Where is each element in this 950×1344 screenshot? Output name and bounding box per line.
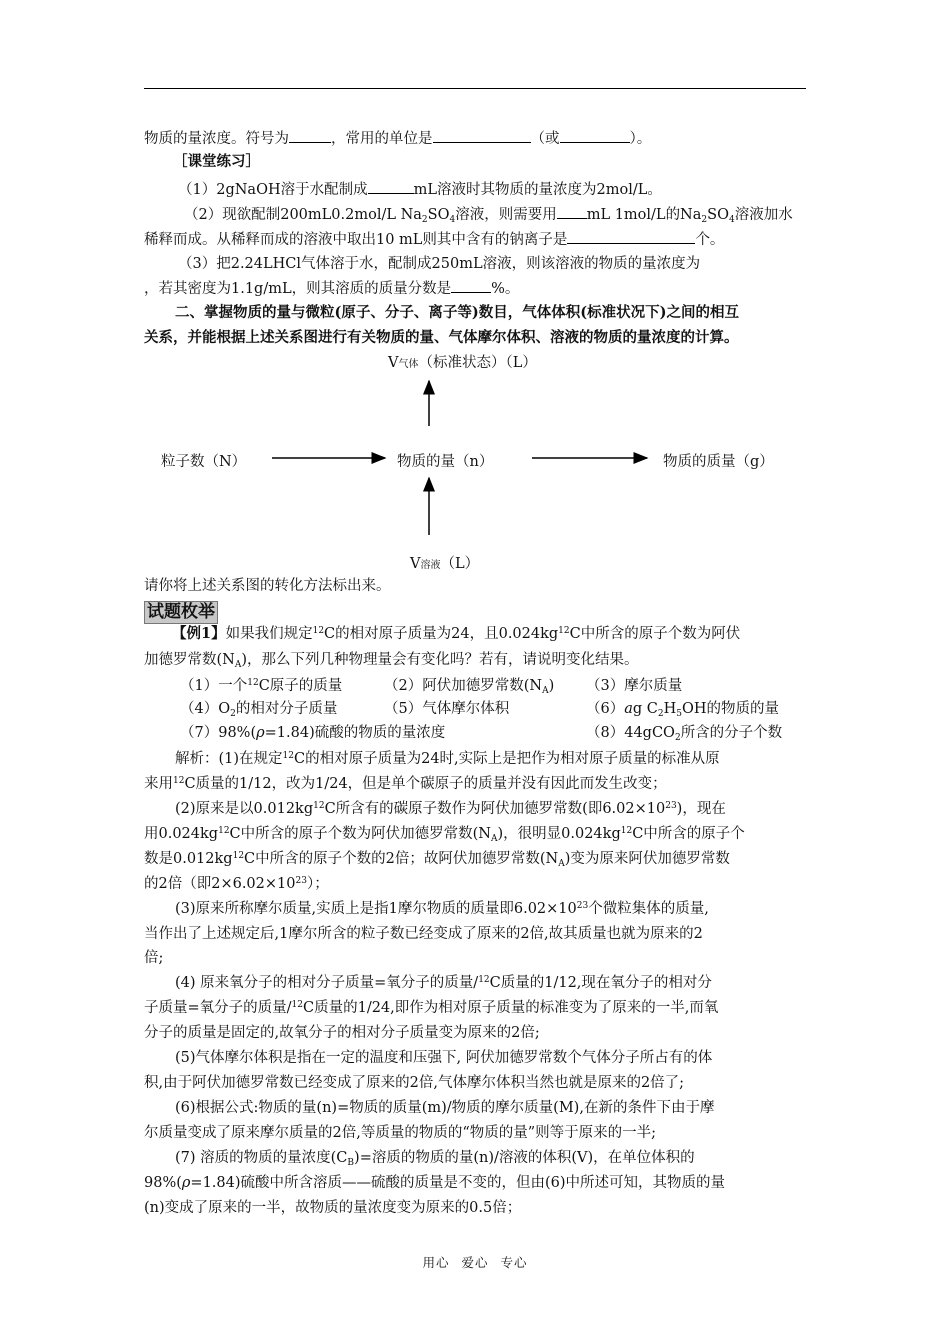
question-3-line1: （3）把2.24LHCl气体溶于水，配制成250mL溶液，则该溶液的物质的量浓度为	[178, 256, 701, 272]
option-8: （8）44gCO$_2$所含的分子个数	[586, 725, 783, 743]
node-particles: 粒子数（N）	[161, 454, 247, 470]
practice-title: ［课堂练习］	[173, 153, 260, 170]
analysis-2-line2: 用$0.024kg^{12}C$中所含的原子个数为阿伏加德罗常数$(N_A)$，很明显$0.024kg^{12}C$中所含的原子个	[144, 826, 745, 844]
analysis-6-line1: (6)根据公式:物质的量(n)=物质的质量(m)/物质的摩尔质量(M),在新的条件下由于摩	[175, 1100, 715, 1116]
example-line1: 【例1】如果我们规定$^{12}$C的相对原子质量为24，且$0.024kg^{12}C$中所含的原子个数为阿伏	[172, 625, 741, 642]
analysis-2-line3: 数是$0.012kg^{12}C$中所含的原子个数的2倍；故阿伏加德罗常数$(N_A)$变为原来阿伏加德罗常数	[144, 851, 730, 869]
node-mass: 物质的质量（g）	[663, 454, 774, 470]
analysis-5-line2: 积,由于阿伏加德罗常数已经变成了原来的2倍,气体摩尔体积当然也就是原来的2倍了;	[144, 1075, 685, 1091]
option-2: （2）阿伏加德罗常数$(N_A)$	[384, 678, 555, 696]
analysis-7-line1: (7) 溶质的物质的量浓度$(C_B)=$溶质的物质的量(n)/溶液的体积(V)，在单位体积的	[175, 1150, 695, 1168]
diagram-instruction: 请你将上述关系图的转化方法标出来。	[144, 578, 391, 594]
question-3-line2: ，若其密度为1.1g/mL，则其溶质的质量分数是 %。	[144, 278, 806, 299]
analysis-5-line1: (5)气体摩尔体积是指在一定的温度和压强下, 阿伏加德罗常数个气体分子所占有的体	[175, 1050, 713, 1066]
analysis-4-line1: (4) 原来氧分子的相对分子质量=氧分子的质量/$^{12}$C质量的1/12,现在氧分子的相对分	[175, 975, 712, 991]
option-7: （7）98%(ρ=1.84)硫酸的物质的量浓度	[180, 725, 446, 741]
analysis-7-line2: 98%(ρ=1.84)硫酸中所含溶质——硫酸的质量是不变的，但由(6)中所述可知，其物质的量	[144, 1175, 726, 1191]
section-heading: 试题枚举	[144, 601, 218, 624]
analysis-3-line2: 当作出了上述规定后,1摩尔所含的粒子数已经变成了原来的2倍,故其质量也就为原来的2	[144, 926, 703, 942]
example-line2: 加德罗常数$(N_A)$，那么下列几种物理量会有变化吗？若有，请说明变化结果。	[144, 652, 639, 670]
question-1: （1）2gNaOH溶于水配制成 mL溶液时其物质的量浓度为2mol/L。	[178, 179, 806, 200]
analysis-3-line1: (3)原来所称摩尔质量,实质上是指1摩尔物质的质量即$6.02\times 10^{23}$个微粒集体的质量,	[175, 901, 709, 917]
analysis-4-line2: 子质量=氧分子的质量/$^{12}$C质量的1/24,即作为相对原子质量的标准变为了原来的一半,而氧	[144, 1000, 719, 1016]
option-4: $(4)O_2$的相对分子质量	[180, 701, 338, 719]
analysis-2-line1: (2)原来是以$0.012kg^{12}C$所含有的碳原子数作为阿伏加德罗常数(即$6.02\times 10^{23}$)，现在	[175, 801, 726, 817]
option-1: （1）一个$^{12}$C原子的质量	[180, 678, 343, 694]
page-footer: 用心 爱心 专心	[422, 1255, 528, 1270]
option-5: （5）气体摩尔体积	[384, 701, 510, 717]
section-2-line2: 关系，并能根据上述关系图进行有关物质的量、气体摩尔体积、溶液的物质的量浓度的计算。	[144, 329, 739, 346]
intro-line: 物质的量浓度。符号为 ，常用的单位是 （或 ）。	[144, 128, 806, 149]
analysis-7-line3: (n)变成了原来的一半，故物质的量浓度变为原来的0.5倍；	[144, 1200, 522, 1216]
analysis-1-line1: 解析：(1)在规定$^{12}$C的相对原子质量为24时,实际上是把作为相对原子质量的标准从原	[175, 751, 720, 767]
option-6: （6）ag $C_2H_5OH$的物质的量	[586, 701, 780, 719]
analysis-4-line3: 分子的质量是固定的,故氧分子的相对分子质量变为原来的2倍;	[144, 1025, 540, 1041]
analysis-2-line4: 的2倍（即$2\times 6.02\times 10^{23}$）；	[144, 876, 329, 892]
node-amount: 物质的量（n）	[397, 454, 494, 470]
question-2-line2: 稀释而成。从稀释而成的溶液中取出10 mL则其中含有的钠离子是 个。	[144, 229, 806, 250]
analysis-1-line2: 来用$^{12}$C质量的1/12，改为1/24，但是单个碳原子的质量并没有因此而发生改变；	[144, 776, 667, 792]
analysis-6-line2: 尔质量变成了原来摩尔质量的2倍,等质量的物质的“物质的量”则等于原来的一半;	[144, 1125, 657, 1141]
question-2-line1: （2）现欲配制200mL0.2mol/L $Na_2SO_4$溶液，则需要用 mL 1mol/L的$Na_2SO_4$溶液加水	[184, 204, 812, 225]
section-2-line1: 二、掌握物质的量与微粒(原子、分子、离子等)数目，气体体积(标准状况下)之间的相互	[175, 304, 739, 321]
node-solution-volume: V溶液（L）	[410, 556, 480, 572]
analysis-3-line3: 倍;	[144, 950, 164, 966]
node-gas-volume: V气体（标准状态）（L）	[388, 355, 537, 371]
option-3: （3）摩尔质量	[586, 678, 683, 694]
